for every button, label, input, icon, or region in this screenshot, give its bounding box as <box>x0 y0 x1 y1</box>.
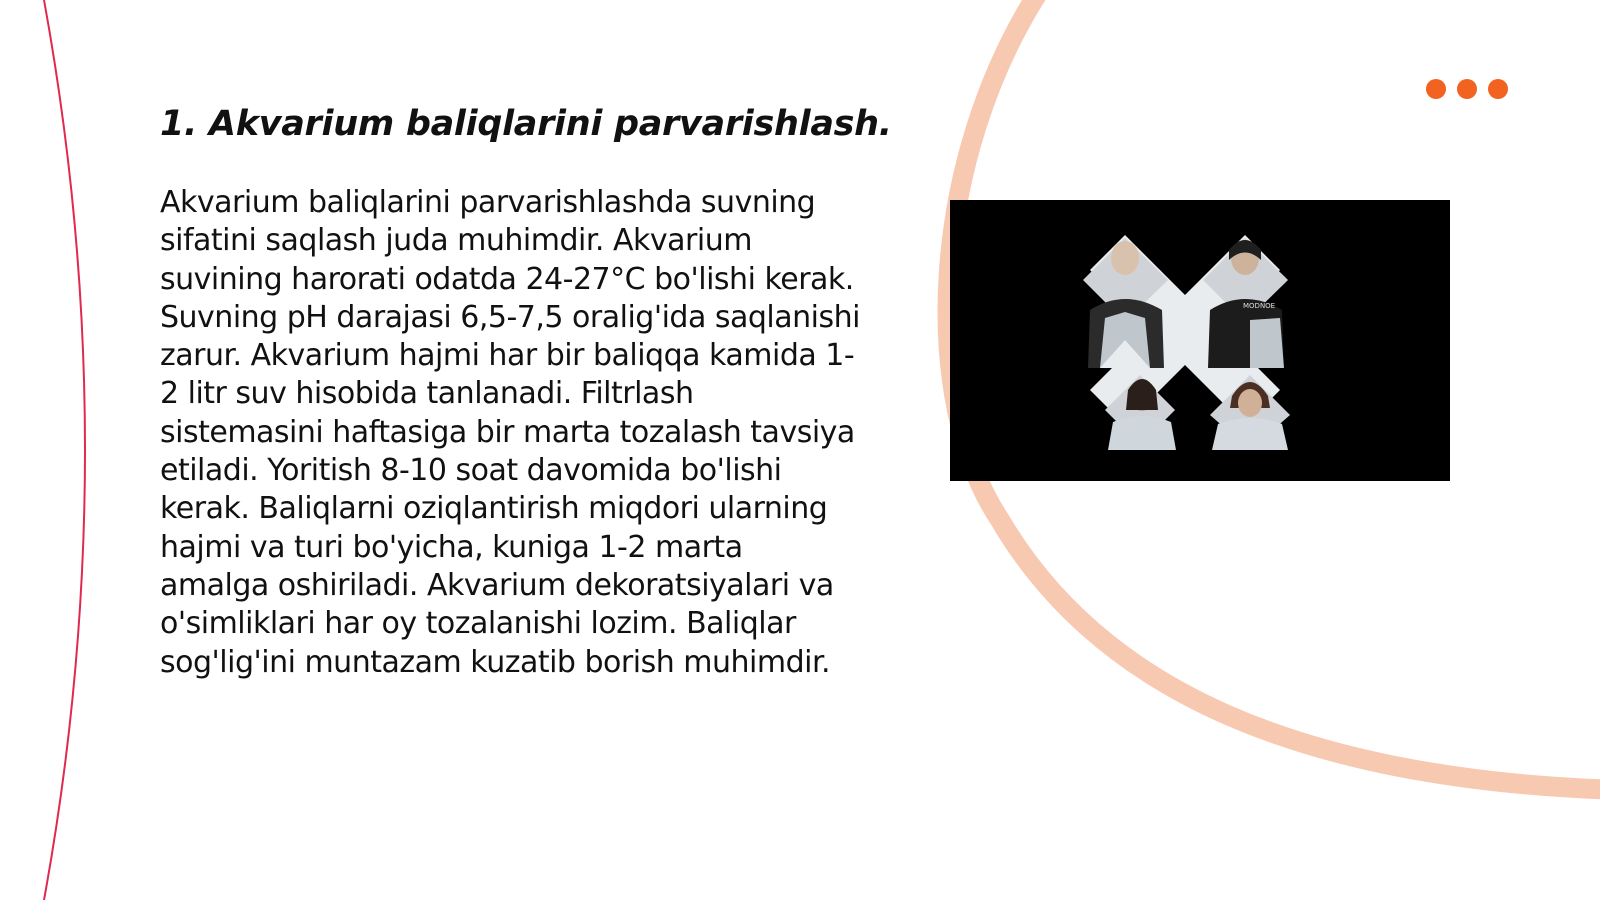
three-dots-icon <box>1426 79 1508 99</box>
shirt-text: MODNOE <box>1243 302 1276 310</box>
dot-2 <box>1457 79 1477 99</box>
left-accent-line <box>44 0 85 900</box>
slide-body-text: Akvarium baliqlarini parvarishlashda suvning sifatini saqlash juda muhimdir. Akvarium suvining harorati odatda 24-27°C bo'lishi kerak. Suvning pH darajasi 6,5-7,5 oralig'ida saqlanishi zarur. Akvarium hajmi har bir baliqqa kamida 1-2 litr suv hisobida tanlanadi. Filtrlash sistemasini haftasiga bir marta tozalash tavsiya etiladi. Yoritish 8-10 soat davomida bo'lishi kerak. Baliqlarni oziqlantirish miqdori ularning hajmi va turi bo'yicha, kuniga 1-2 marta amalga oshiriladi. Akvarium dekoratsiyalari va o'simliklari har oy tozalanishi lozim. Baliqlar sog'lig'ini muntazam kuzatib borish muhimdir. <box>160 185 860 680</box>
dot-3 <box>1488 79 1508 99</box>
dot-1 <box>1426 79 1446 99</box>
x-collage-illustration <box>950 200 1450 481</box>
slide-image <box>950 200 1450 481</box>
slide-title: 1. Akvarium baliqlarini parvarishlash. <box>160 104 892 144</box>
